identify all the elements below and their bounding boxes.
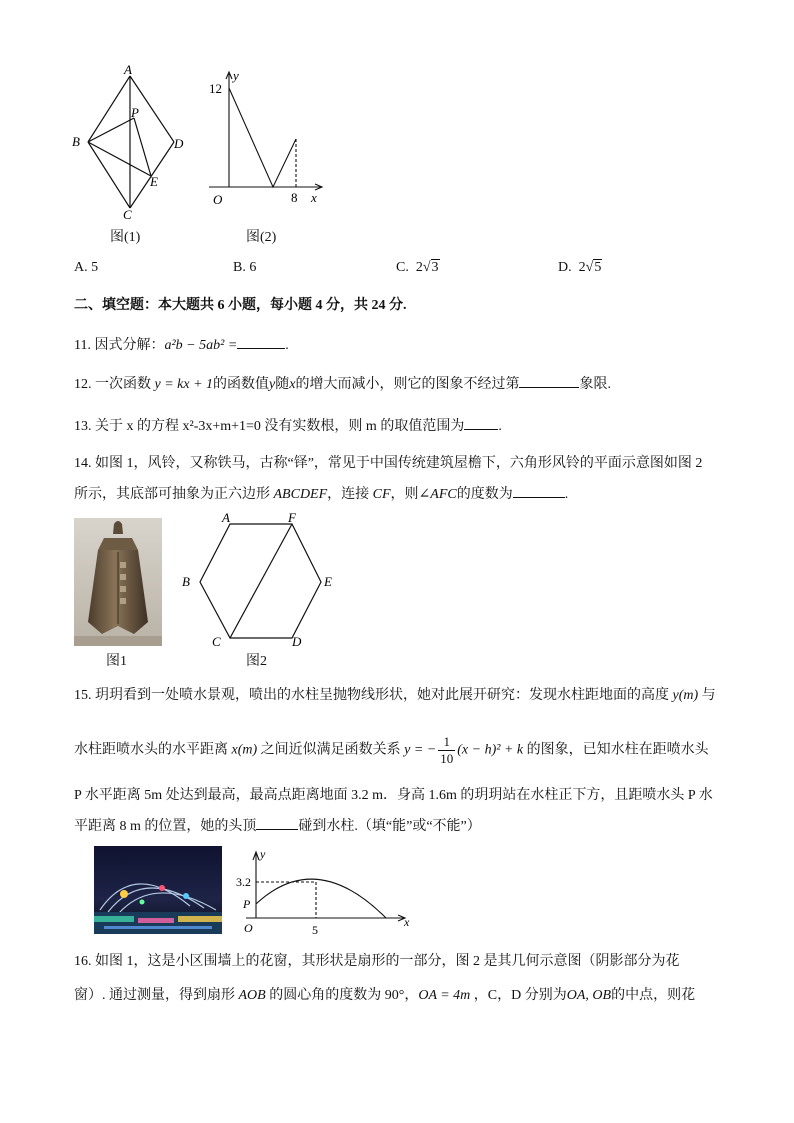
parabola-point-P: P <box>243 897 251 911</box>
section-2-heading: 二、填空题：本大题共 6 小题，每小题 4 分，共 24 分. <box>74 298 407 313</box>
wind-bell-photo <box>74 518 162 646</box>
question-13: 13. 关于 x 的方程 x²-3x+m+1=0 没有实数根，则 m 的取值范围为 . <box>74 415 502 437</box>
fountain-photo <box>94 846 222 934</box>
figure-1-caption: 图(1) <box>110 230 141 245</box>
point-D: D <box>174 136 184 151</box>
q14-figure-2-caption: 图2 <box>246 654 267 669</box>
question-14-line-2: 所示，其底部可抽象为正六边形 ABCDEF，连接 CF，则∠AFC的度数为 . <box>74 483 568 505</box>
figure-1-rhombus <box>68 62 193 242</box>
option-a: A. 5 <box>74 260 99 275</box>
question-16-line-1: 16. 如图 1，这是小区围墙上的花窗，其形状是扇形的一部分，图 2 是其几何示意图（阴影部分为花 <box>74 954 680 969</box>
y-tick-12: 12 <box>209 81 222 96</box>
parabola-graph <box>236 846 416 938</box>
parabola-origin: O <box>244 921 253 935</box>
origin-label: O <box>213 192 223 207</box>
parabola-x-tick: 5 <box>312 923 318 937</box>
question-14-line-1: 14. 如图 1，风铃，又称铁马，古称“铎”，常见于中国传统建筑屋檐下，六角形风铃的平面示意图如图 2 <box>74 456 703 471</box>
y-axis-label: y <box>233 68 239 83</box>
question-15-line-4: 平距离 8 m 的位置，她的头顶 碰到水柱.（填“能”或“不能”） <box>74 815 481 837</box>
parabola-y-tick: 3.2 <box>236 875 251 889</box>
q14-figure-1-caption: 图1 <box>106 654 127 669</box>
point-E: E <box>150 174 158 189</box>
question-15-line-1: 15. 玥玥看到一处喷水景观，喷出的水柱呈抛物线形状，她对此展开研究：发现水柱距地面的高度 y(m) 与 <box>74 688 716 703</box>
point-C: C <box>123 207 132 222</box>
question-12: 12. 一次函数 y = kx + 1的函数值y随x的增大而减小，则它的图象不经过第 象限. <box>74 373 611 395</box>
point-A: A <box>124 62 132 77</box>
option-b: B. 6 <box>233 260 257 275</box>
option-c: C. 2√3 <box>396 260 439 275</box>
hex-point-B: B <box>182 574 190 589</box>
x-tick-8: 8 <box>291 190 298 205</box>
question-15-line-3: P 水平距离 5m 处达到最高，最高点距离地面 3.2 m．身高 1.6m 的玥玥站在水柱正下方，且距喷水头 P 水 <box>74 788 713 803</box>
parabola-x-label: x <box>404 915 410 929</box>
hex-point-F: F <box>288 510 296 525</box>
hex-point-C: C <box>212 634 221 649</box>
hex-point-E: E <box>324 574 332 589</box>
question-16-line-2: 窗）. 通过测量，得到扇形 AOB 的圆心角的度数为 90°，OA = 4m ，C，D 分别为OA, OB的中点，则花 <box>74 988 696 1003</box>
hex-point-D: D <box>292 634 302 649</box>
point-P: P <box>131 105 139 120</box>
hex-point-A: A <box>222 510 230 525</box>
point-B: B <box>72 134 80 149</box>
question-11: 11. 因式分解：a²b − 5ab² = . <box>74 334 289 356</box>
question-15-line-2: 水柱距喷水头的水平距离 x(m) 之间近似满足函数关系 y = − $\frac{1}{10}$ (x − h)² + k 的图象，已知水柱在距喷水头 <box>74 734 709 766</box>
figure-2-graph <box>205 66 335 216</box>
figure-2-caption: 图(2) <box>246 230 277 245</box>
parabola-y-label: y <box>260 847 266 861</box>
x-axis-label: x <box>311 190 317 205</box>
option-d: D. 2√5 <box>558 260 602 275</box>
hexagon-diagram <box>178 510 338 650</box>
